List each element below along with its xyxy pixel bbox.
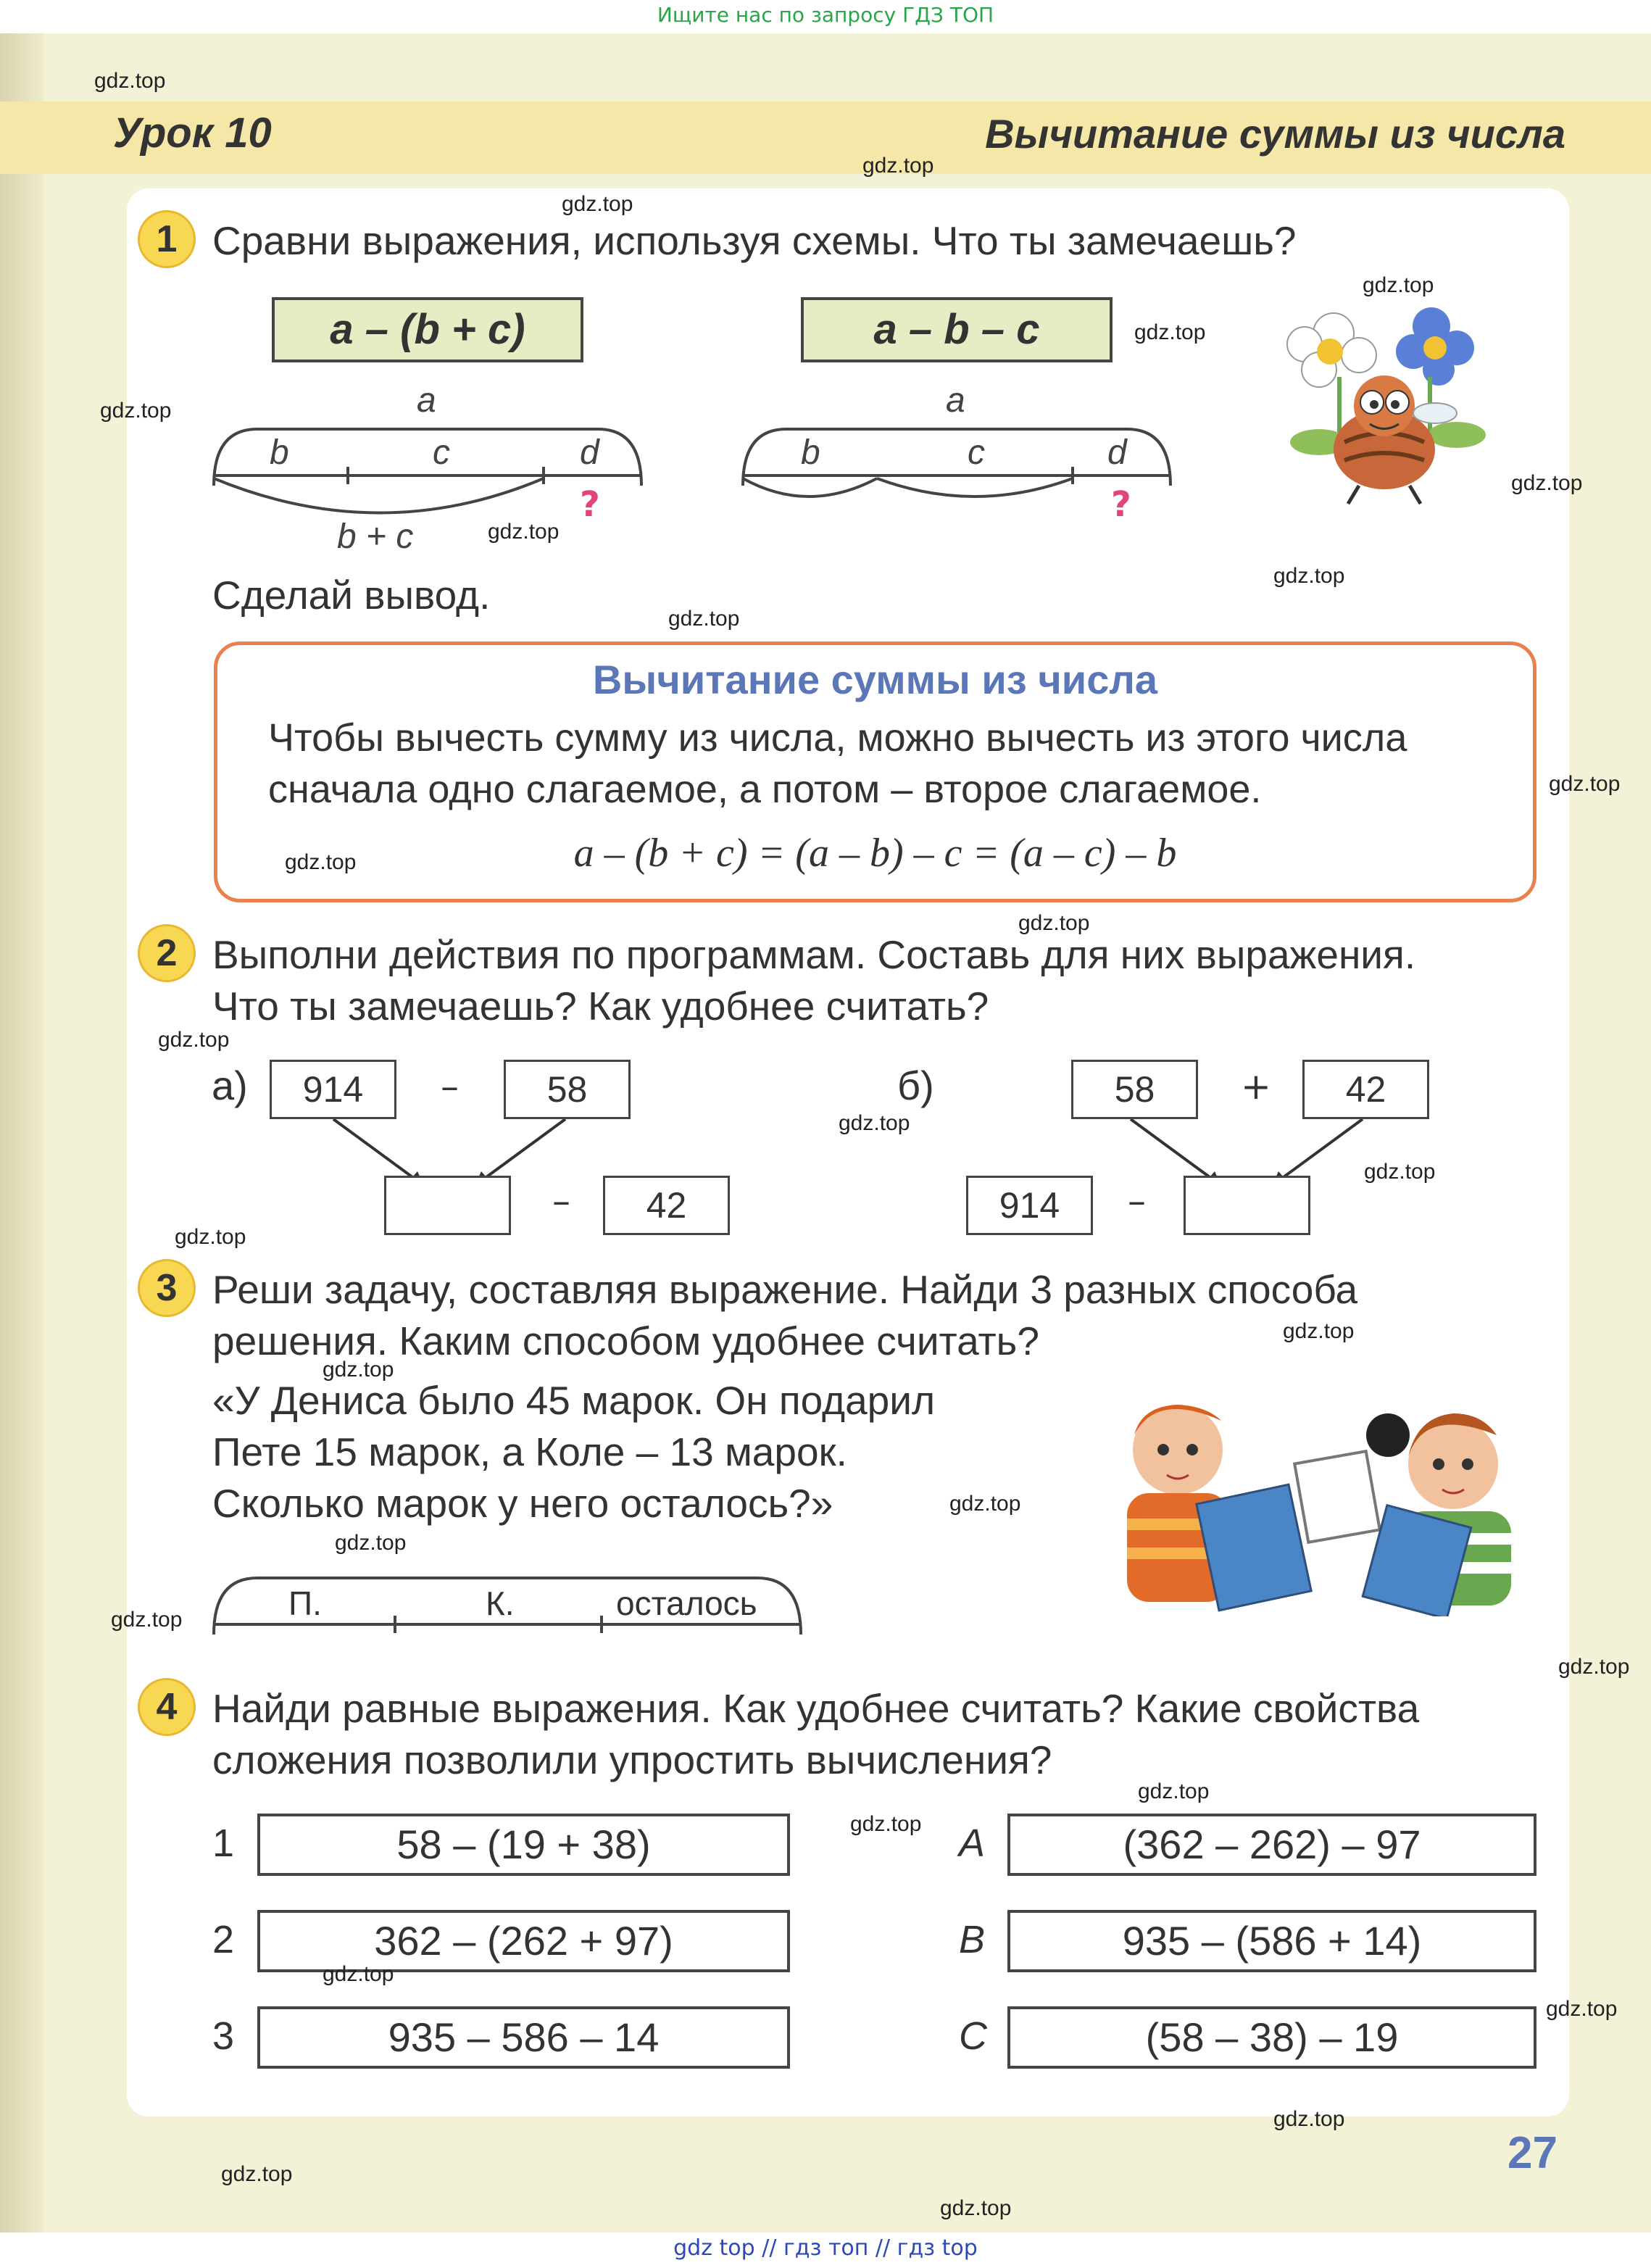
- program-a-input-2: 58: [504, 1060, 631, 1119]
- program-a-result-box[interactable]: [384, 1176, 511, 1235]
- rule-formula: a – (b + c) = (a – b) – c = (a – c) – b: [573, 831, 1177, 876]
- segment-label-kolya: К.: [486, 1584, 515, 1622]
- watermark: gdz.top: [1018, 911, 1090, 935]
- task-3-number: 3: [138, 1259, 196, 1317]
- rule-text-line-1: Чтобы вычесть сумму из числа, можно вычесть из этого числа: [268, 716, 1407, 760]
- program-a-label: а): [212, 1063, 248, 1108]
- flower-blue-icon: [1396, 307, 1474, 386]
- lesson-number: Урок 10: [113, 109, 272, 157]
- program-a-op-1: –: [441, 1066, 459, 1108]
- diagram-right-label-a: a: [946, 381, 965, 420]
- program-a-op-2: –: [552, 1180, 570, 1222]
- watermark: gdz.top: [1511, 471, 1583, 495]
- diagram-right-part-c: c: [968, 433, 985, 472]
- stamp-icon: [1294, 1451, 1380, 1542]
- bottom-banner-link[interactable]: gdz top // гдз топ // гдз top: [673, 2235, 978, 2261]
- lesson-topic: Вычитание суммы из числа: [985, 111, 1565, 157]
- program-b-op-1: +: [1241, 1066, 1271, 1108]
- diagram-left-sum-label: b + c: [337, 518, 414, 556]
- task-1-conclusion: Сделай вывод.: [212, 573, 491, 618]
- program-b-result-box[interactable]: [1184, 1176, 1310, 1235]
- task-2-number: 2: [138, 924, 196, 982]
- boys-with-stamp-albums-illustration: [1098, 1392, 1540, 1616]
- task-1-number: 1: [138, 210, 196, 268]
- task-4-number: 4: [138, 1678, 196, 1736]
- top-banner-link[interactable]: Ищите нас по запросу ГДЗ ТОП: [657, 3, 994, 27]
- diagram-left-part-b: b: [270, 433, 289, 472]
- segment-label-remaining: осталось: [616, 1584, 757, 1622]
- watermark: gdz.top: [158, 1028, 230, 1052]
- diagram-left-label-a: a: [417, 381, 436, 420]
- task-3-line-2: решения. Каким способом удобнее считать?: [212, 1318, 1039, 1363]
- bird-icon: [1366, 1413, 1410, 1457]
- diagram-right-part-d: d: [1107, 433, 1127, 472]
- watermark: gdz.top: [839, 1111, 910, 1135]
- program-b-input-2: 42: [1302, 1060, 1429, 1119]
- watermark: gdz.top: [850, 1812, 922, 1836]
- left-expression-3: 935 – 586 – 14: [257, 2006, 790, 2069]
- watermark: gdz.top: [1546, 1997, 1618, 2021]
- watermark: gdz.top: [1138, 1779, 1210, 1803]
- page-number: 27: [1507, 2128, 1558, 2178]
- watermark: gdz.top: [323, 1358, 394, 1382]
- watermark: gdz.top: [1283, 1319, 1355, 1343]
- watermark: gdz.top: [1363, 273, 1434, 297]
- watermark: gdz.top: [1273, 564, 1345, 588]
- expression-box-left: a – (b + c): [272, 297, 583, 362]
- watermark: gdz.top: [1364, 1160, 1436, 1184]
- task-4-line-2: сложения позволили упростить вычисления?: [212, 1737, 1052, 1782]
- watermark: gdz.top: [111, 1608, 183, 1632]
- watermark: gdz.top: [175, 1225, 246, 1249]
- watermark: gdz.top: [94, 69, 166, 93]
- right-expression-b-index: B: [959, 1918, 986, 1961]
- right-expression-b: 935 – (586 + 14): [1007, 1910, 1536, 1972]
- task-3-story-line-3: Сколько марок у него осталось?»: [212, 1481, 833, 1526]
- watermark: gdz.top: [100, 399, 172, 423]
- right-expression-c: (58 – 38) – 19: [1007, 2006, 1536, 2069]
- program-a-input-1: 914: [270, 1060, 396, 1119]
- task-4-line-1: Найди равные выражения. Как удобнее считать? Какие свойства: [212, 1686, 1420, 1731]
- expression-box-right: a – b – c: [801, 297, 1113, 362]
- watermark: gdz.top: [668, 607, 740, 631]
- page-binding-shadow: [0, 33, 43, 2232]
- watermark: gdz.top: [562, 192, 633, 216]
- diagram-left-part-d: d: [580, 433, 599, 472]
- right-expression-a: (362 – 262) – 97: [1007, 1814, 1536, 1876]
- watermark: gdz.top: [285, 850, 357, 874]
- watermark: gdz.top: [323, 1962, 394, 1986]
- watermark: gdz.top: [1558, 1655, 1630, 1679]
- program-b-input-3: 914: [966, 1176, 1093, 1235]
- watermark: gdz.top: [1549, 772, 1621, 796]
- task-3-story-line-2: Пете 15 марок, а Коле – 13 марок.: [212, 1429, 847, 1474]
- left-expression-2-index: 2: [212, 1918, 235, 1961]
- program-b-label: б): [897, 1063, 934, 1108]
- program-a-input-3: 42: [603, 1176, 730, 1235]
- right-expression-a-index: A: [959, 1822, 986, 1865]
- watermark: gdz.top: [221, 2162, 293, 2186]
- task-3-story-line-1: «У Дениса было 45 марок. Он подарил: [212, 1378, 936, 1423]
- task-2-line-1: Выполни действия по программам. Составь для них выражения.: [212, 932, 1416, 977]
- left-expression-3-index: 3: [212, 2014, 235, 2058]
- task-3-line-1: Реши задачу, составляя выражение. Найди 3 разных способа: [212, 1267, 1358, 1312]
- diagram-right-question: ?: [1111, 484, 1131, 525]
- rule-text-line-2: сначала одно слагаемое, а потом – второе слагаемое.: [268, 768, 1262, 811]
- watermark: gdz.top: [488, 520, 560, 544]
- left-expression-1: 58 – (19 + 38): [257, 1814, 790, 1876]
- flower-white-icon: [1287, 313, 1376, 387]
- diagram-left-part-c: c: [433, 433, 450, 472]
- task-2-line-2: Что ты замечаешь? Как удобнее считать?: [212, 984, 989, 1029]
- watermark: gdz.top: [335, 1531, 407, 1555]
- left-expression-2: 362 – (262 + 97): [257, 1910, 790, 1972]
- watermark: gdz.top: [1273, 2107, 1345, 2131]
- watermark: gdz.top: [940, 2196, 1012, 2220]
- diagram-left-question: ?: [580, 484, 600, 525]
- task-1-text: Сравни выражения, используя схемы. Что ты замечаешь?: [212, 218, 1297, 263]
- bug-flowers-illustration: [1276, 297, 1493, 515]
- watermark: gdz.top: [862, 154, 934, 178]
- segment-label-petya: П.: [288, 1584, 322, 1622]
- rule-title: Вычитание суммы из числа: [592, 657, 1158, 702]
- watermark: gdz.top: [949, 1492, 1021, 1516]
- program-b-input-1: 58: [1071, 1060, 1198, 1119]
- program-b-op-2: –: [1128, 1180, 1146, 1222]
- diagram-right-part-b: b: [801, 433, 820, 472]
- right-expression-c-index: C: [959, 2014, 987, 2058]
- watermark: gdz.top: [1134, 320, 1206, 344]
- left-expression-1-index: 1: [212, 1822, 235, 1865]
